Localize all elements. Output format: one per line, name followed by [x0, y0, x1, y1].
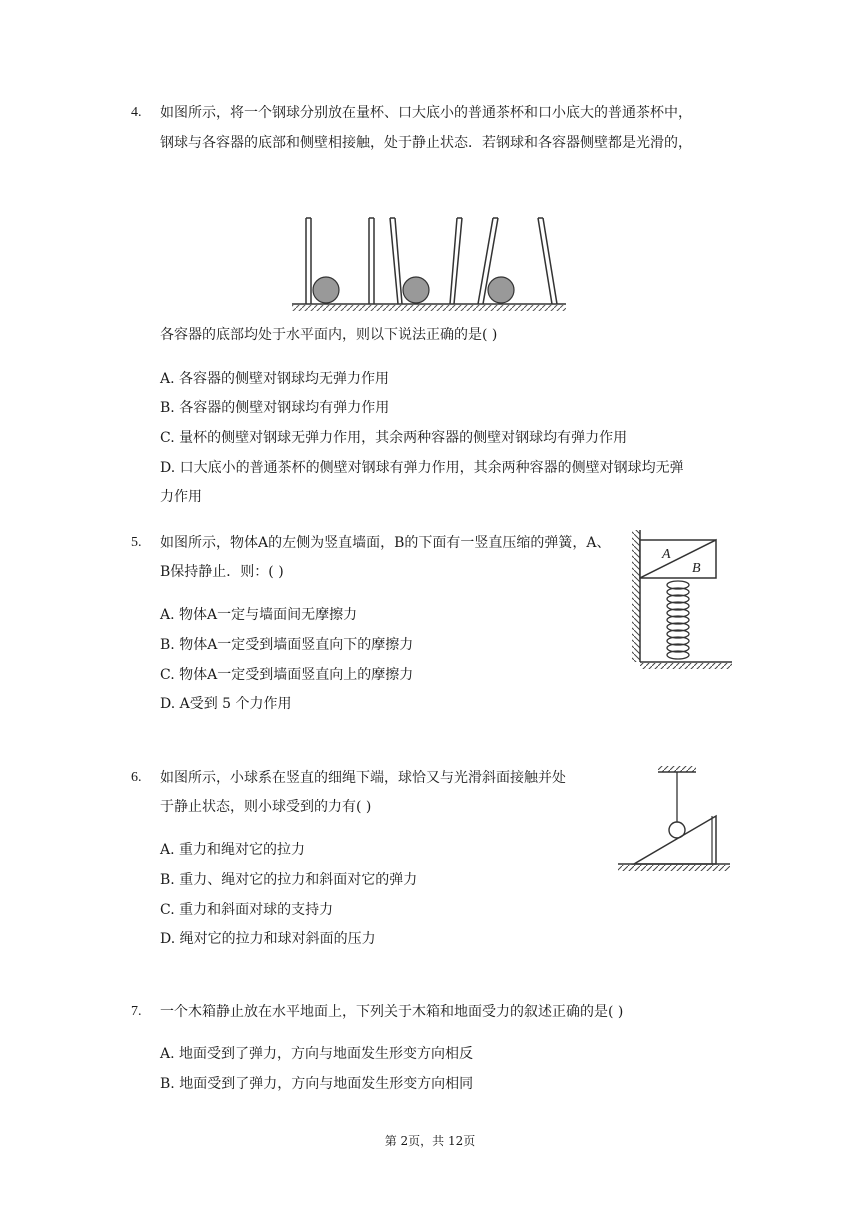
question-6-figure-ball-on-incline	[616, 764, 734, 880]
question-4-number: 4.	[131, 105, 142, 120]
question-6-option-b: B. 重力、绳对它的拉力和斜面对它的弹力	[160, 872, 418, 888]
page-footer: 第 2页，共 12页	[384, 1134, 476, 1148]
steel-ball-3	[488, 277, 514, 303]
label-b: B	[692, 561, 701, 576]
question-6-option-a: A. 重力和绳对它的拉力	[160, 842, 306, 858]
question-4-text-line-2: 钢球与各容器的底部和侧壁相接触，处于静止状态．若钢球和各容器侧壁都是光滑的，	[160, 135, 692, 151]
compressed-spring	[667, 581, 689, 659]
question-4-option-d-continued: 力作用	[160, 489, 202, 505]
question-6-option-c: C. 重力和斜面对球的支持力	[160, 902, 334, 918]
question-4-option-b: B. 各容器的侧壁对钢球均有弹力作用	[160, 400, 390, 416]
question-6-option-d: D. 绳对它的拉力和球对斜面的压力	[160, 931, 376, 947]
question-5-text-line-1: 如图所示，物体A的左侧为竖直墙面，B的下面有一竖直压缩的弹簧，A、	[160, 535, 611, 551]
question-4-text-line-3: 各容器的底部均处于水平面内，则以下说法正确的是( )	[160, 327, 498, 343]
label-a: A	[662, 547, 671, 562]
question-4-text-line-1: 如图所示，将一个钢球分别放在量杯、口大底小的普通茶杯和口小底大的普通茶杯中，	[160, 105, 692, 121]
question-5-option-b: B. 物体A一定受到墙面竖直向下的摩擦力	[160, 637, 414, 653]
steel-ball-1	[313, 277, 339, 303]
question-5-option-c: C. 物体A一定受到墙面竖直向上的摩擦力	[160, 667, 414, 683]
question-6-text-line-2: 于静止状态，则小球受到的力有( )	[160, 799, 372, 815]
question-5-option-d: D. A受到 5 个力作用	[160, 696, 292, 712]
question-4-option-d: D. 口大底小的普通茶杯的侧壁对钢球有弹力作用，其余两种容器的侧壁对钢球均无弹	[160, 460, 684, 476]
question-5-number: 5.	[131, 535, 142, 550]
question-6-number: 6.	[131, 770, 142, 785]
question-7-text-line-1: 一个木箱静止放在水平地面上，下列关于木箱和地面受力的叙述正确的是( )	[160, 1004, 624, 1020]
question-7-option-a: A. 地面受到了弹力，方向与地面发生形变方向相反	[160, 1046, 474, 1062]
question-5-option-a: A. 物体A一定与墙面间无摩擦力	[160, 607, 358, 623]
question-5-text-line-2: B保持静止．则：( )	[160, 564, 284, 580]
question-5-figure-wall-spring	[628, 528, 734, 674]
steel-ball-2	[403, 277, 429, 303]
question-4-option-c: C. 量杯的侧壁对钢球无弹力作用，其余两种容器的侧壁对钢球均有弹力作用	[160, 430, 628, 446]
question-4-option-a: A. 各容器的侧壁对钢球均无弹力作用	[160, 371, 390, 387]
question-6-text-line-1: 如图所示，小球系在竖直的细绳下端，球恰又与光滑斜面接触并处	[160, 770, 566, 786]
question-7-option-b: B. 地面受到了弹力，方向与地面发生形变方向相同	[160, 1076, 474, 1092]
question-7-number: 7.	[131, 1004, 142, 1019]
question-4-figure-three-cups	[290, 212, 570, 314]
